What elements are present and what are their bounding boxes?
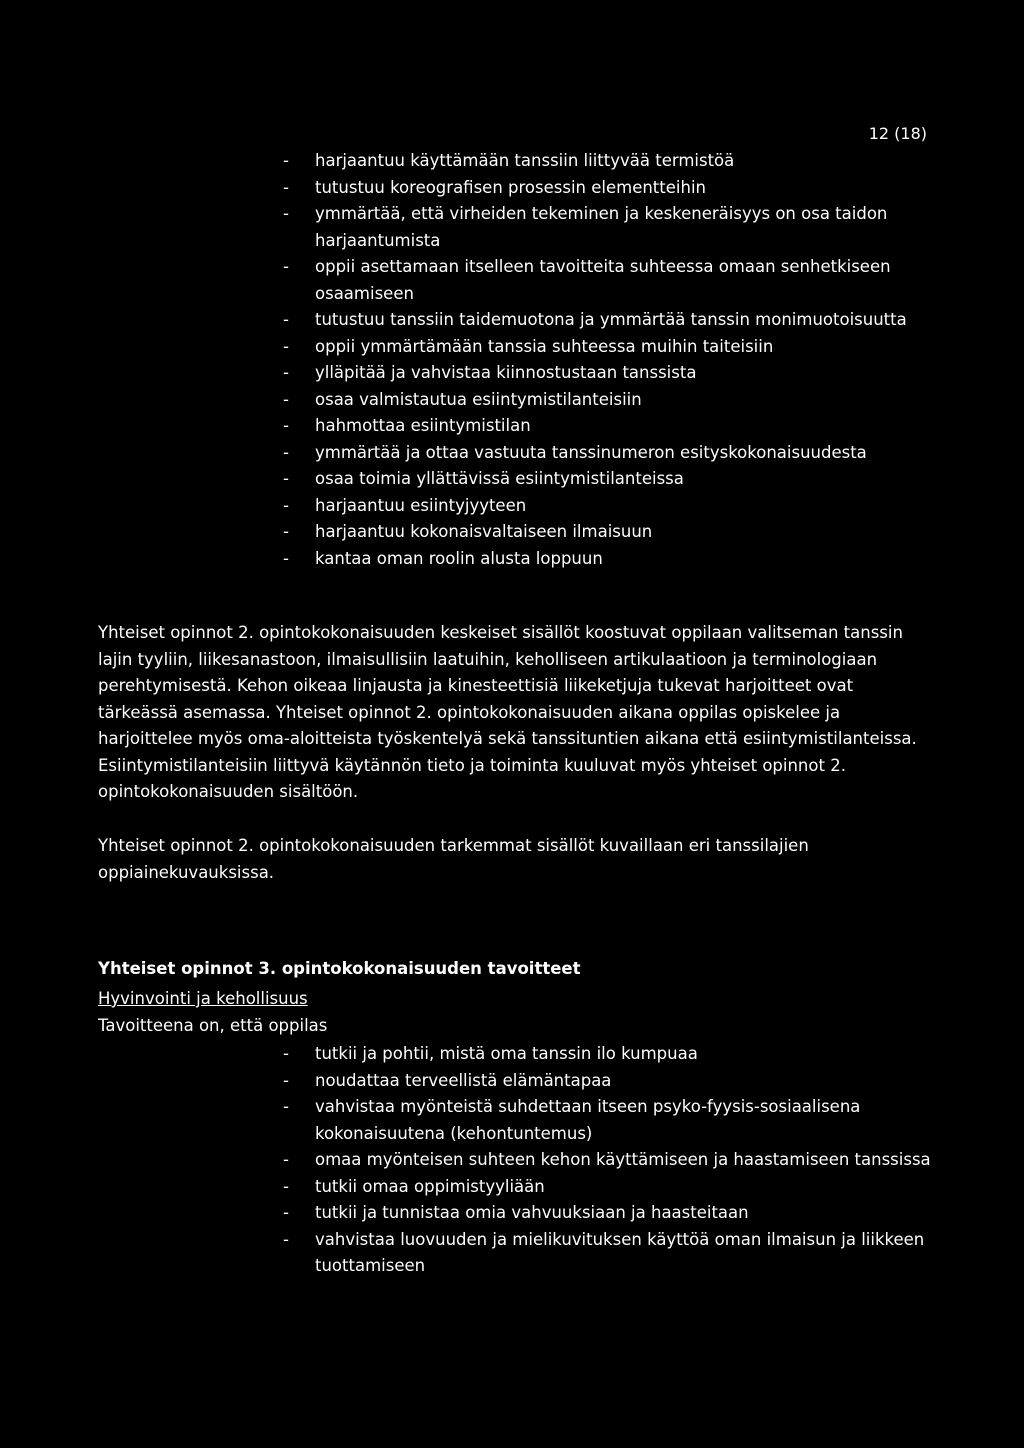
dash-icon: - (283, 257, 289, 276)
dash-icon: - (283, 151, 289, 170)
dash-icon: - (283, 204, 289, 223)
dash-icon: - (283, 469, 289, 488)
content-paragraph: Yhteiset opinnot 2. opintokokonaisuuden keskeiset sisällöt koostuvat oppilaan valitseman tanssin lajin tyyliin, liikesanastoon, ilmaisullisiin laatuihin, keholliseen artikulaatioon ja terminologiaan perehtymisestä. Kehon oikeaa linjausta ja kinesteettisiä liikeketjuja tukevat harjoitteet ovat tärkeässä asemassa. Yhteiset opinnot 2. opintokokonaisuuden aikana oppilas opiskelee ja harjoittelee myös oma-aloitteista työskentelyä sekä tanssituntien aikana että esiintymistilanteissa. Esiintymistilanteisiin liittyvä käytännön tieto ja toiminta kuuluvat myös yhteiset opinnot 2. opintokokonaisuuden sisältöön. (98, 623, 917, 801)
list-item: - omaa myönteisen suhteen kehon käyttämiseen ja haastamiseen tanssissa (283, 1147, 933, 1174)
dash-icon: - (283, 1176, 289, 1196)
content-paragraph-details: Yhteiset opinnot 2. opintokokonaisuuden tarkemmat sisällöt kuvaillaan eri tanssilajien oppiainekuvauksissa. (98, 836, 809, 882)
list-item: - tutkii omaa oppimistyyliään (283, 1174, 933, 1201)
dash-icon: - (283, 1070, 289, 1090)
objectives-list-top (283, 148, 933, 572)
dash-icon: - (283, 336, 289, 356)
list-item: - harjaantuu kokonaisvaltaiseen ilmaisuun (283, 519, 933, 546)
list-item: - noudattaa terveellistä elämäntapaa (283, 1068, 933, 1095)
page-number: 12 (18) (868, 124, 927, 143)
dash-icon: - (283, 522, 289, 541)
list-item: - osaa toimia yllättävissä esiintymistilanteissa (283, 466, 933, 493)
dash-icon: - (283, 363, 289, 382)
list-item: - harjaantuu käyttämään tanssiin liittyvää termistöä (283, 148, 933, 175)
list-item: - ymmärtää, että virheiden tekeminen ja keskeneräisyys on osa taidon harjaantumista (283, 201, 933, 254)
dash-icon: - (283, 1150, 289, 1169)
dash-icon: - (283, 416, 289, 435)
list-item: - hahmottaa esiintymistilan (283, 413, 933, 440)
list-item: - vahvistaa luovuuden ja mielikuvituksen käyttöä oman ilmaisun ja liikkeen tuottamiseen (283, 1227, 933, 1280)
dash-icon: - (283, 1203, 289, 1222)
dash-icon: - (283, 548, 289, 568)
dash-icon: - (283, 495, 289, 515)
list-item: - oppii asettamaan itselleen tavoitteita suhteessa omaan senhetkiseen osaamiseen (283, 254, 933, 307)
list-item: - harjaantuu esiintyjyyteen (283, 493, 933, 520)
dash-icon: - (283, 177, 289, 197)
list-item: - ylläpitää ja vahvistaa kiinnostustaan tanssista (283, 360, 933, 387)
intro-text: Tavoitteena on, että oppilas (98, 1016, 328, 1035)
list-item: - oppii ymmärtämään tanssia suhteessa muihin taiteisiin (283, 334, 933, 361)
section-heading: Yhteiset opinnot 3. opintokokonaisuuden tavoitteet (98, 959, 581, 978)
dash-icon: - (283, 1097, 289, 1116)
section-subheading: Hyvinvointi ja kehollisuus (98, 989, 308, 1008)
list-item: - tutustuu tanssiin taidemuotona ja ymmärtää tanssin monimuotoisuutta (283, 307, 933, 334)
list-item: - kantaa oman roolin alusta loppuun (283, 546, 933, 573)
dash-icon: - (283, 1229, 289, 1249)
objectives-list-bottom (283, 1041, 933, 1280)
dash-icon: - (283, 1044, 289, 1063)
list-item: - tutustuu koreografisen prosessin elementteihin (283, 175, 933, 202)
list-item: - tutkii ja tunnistaa omia vahvuuksiaan ja haasteitaan (283, 1200, 933, 1227)
list-item: - osaa valmistautua esiintymistilanteisiin (283, 387, 933, 414)
list-item: - ymmärtää ja ottaa vastuuta tanssinumeron esityskokonaisuudesta (283, 440, 933, 467)
dash-icon: - (283, 389, 289, 409)
list-item: - tutkii ja pohtii, mistä oma tanssin ilo kumpuaa (283, 1041, 933, 1068)
dash-icon: - (283, 442, 289, 462)
list-item: - vahvistaa myönteistä suhdettaan itseen psyko-fyysis-sosiaalisena kokonaisuutena (kehontuntemus) (283, 1094, 933, 1147)
dash-icon: - (283, 310, 289, 329)
